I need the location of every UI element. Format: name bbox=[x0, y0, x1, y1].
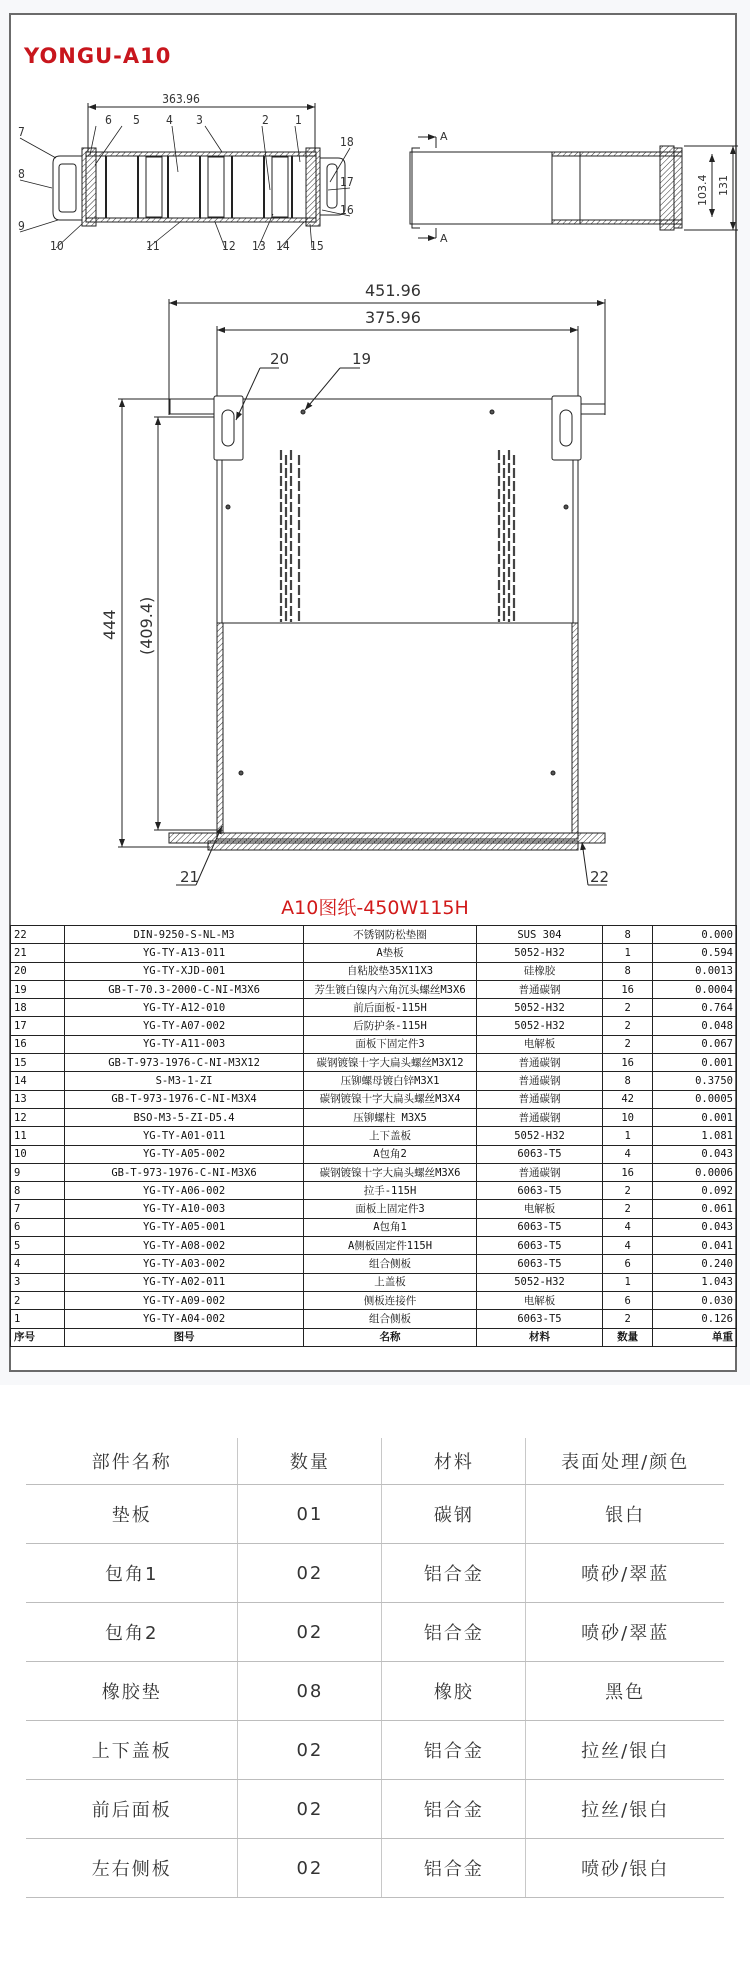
bom-cell-drawing-no: BSO-M3-5-ZI-D5.4 bbox=[64, 1108, 304, 1126]
svg-text:A: A bbox=[440, 130, 448, 143]
bom-cell-no: 21 bbox=[11, 944, 65, 962]
svg-text:20: 20 bbox=[270, 350, 290, 368]
bom-header-row bbox=[11, 1328, 737, 1346]
svg-text:444: 444 bbox=[100, 609, 119, 640]
bom-cell-no: 8 bbox=[11, 1182, 65, 1200]
bom-header-drawing-no: 图号 bbox=[64, 1328, 304, 1346]
bom-row bbox=[11, 926, 737, 944]
bom-cell-name: 不锈钢防松垫圈 bbox=[304, 926, 476, 944]
bom-cell-qty: 4 bbox=[603, 1218, 653, 1236]
bom-cell-unit-weight: 0.0004 bbox=[652, 980, 736, 998]
spec-cell-material: 铝合金 bbox=[382, 1839, 526, 1898]
spec-cell-part: 上下盖板 bbox=[26, 1721, 238, 1780]
bom-header-unit-weight: 单重 bbox=[652, 1328, 736, 1346]
bom-cell-no: 17 bbox=[11, 1017, 65, 1035]
bom-cell-no: 7 bbox=[11, 1200, 65, 1218]
bom-header-name: 名称 bbox=[304, 1328, 476, 1346]
bom-cell-qty: 2 bbox=[603, 1200, 653, 1218]
spec-cell-finish: 银白 bbox=[526, 1485, 724, 1544]
bom-cell-drawing-no: YG-TY-A01-011 bbox=[64, 1127, 304, 1145]
bom-cell-name: 上盖板 bbox=[304, 1273, 476, 1291]
svg-text:17: 17 bbox=[340, 175, 354, 189]
bom-cell-name: A侧板固定件115H bbox=[304, 1237, 476, 1255]
svg-text:7: 7 bbox=[18, 125, 25, 139]
spec-cell-qty: 02 bbox=[238, 1603, 382, 1662]
bom-cell-drawing-no: YG-TY-A02-011 bbox=[64, 1273, 304, 1291]
svg-text:5: 5 bbox=[133, 113, 140, 127]
spec-cell-part: 包角2 bbox=[26, 1603, 238, 1662]
bom-cell-unit-weight: 0.594 bbox=[652, 944, 736, 962]
spec-cell-material: 铝合金 bbox=[382, 1721, 526, 1780]
bom-cell-qty: 1 bbox=[603, 944, 653, 962]
bom-cell-unit-weight: 0.030 bbox=[652, 1291, 736, 1309]
spec-cell-qty: 01 bbox=[238, 1485, 382, 1544]
bom-cell-name: 碳钢镀镍十字大扁头螺丝M3X12 bbox=[304, 1054, 476, 1072]
bom-cell-qty: 16 bbox=[603, 1163, 653, 1181]
svg-text:451.96: 451.96 bbox=[365, 281, 421, 300]
bom-row bbox=[11, 1145, 737, 1163]
svg-text:363.96: 363.96 bbox=[162, 92, 200, 106]
bom-cell-no: 5 bbox=[11, 1237, 65, 1255]
bom-cell-drawing-no: YG-TY-A05-002 bbox=[64, 1145, 304, 1163]
bom-cell-name: 碳钢镀镍十字大扁头螺丝M3X6 bbox=[304, 1163, 476, 1181]
bom-cell-no: 3 bbox=[11, 1273, 65, 1291]
bom-cell-qty: 1 bbox=[603, 1127, 653, 1145]
bom-row bbox=[11, 1072, 737, 1090]
svg-text:13: 13 bbox=[252, 239, 266, 253]
spec-cell-part: 橡胶垫 bbox=[26, 1662, 238, 1721]
svg-text:4: 4 bbox=[166, 113, 173, 127]
bom-cell-qty: 4 bbox=[603, 1237, 653, 1255]
svg-text:2: 2 bbox=[262, 113, 269, 127]
bom-cell-name: 上下盖板 bbox=[304, 1127, 476, 1145]
bom-cell-qty: 6 bbox=[603, 1291, 653, 1309]
bom-cell-name: 碳钢镀镍十字大扁头螺丝M3X4 bbox=[304, 1090, 476, 1108]
bom-cell-drawing-no: GB-T-973-1976-C-NI-M3X4 bbox=[64, 1090, 304, 1108]
svg-text:1: 1 bbox=[295, 113, 302, 127]
bom-row bbox=[11, 1237, 737, 1255]
bom-cell-qty: 2 bbox=[603, 1035, 653, 1053]
bom-cell-name: 前后面板-115H bbox=[304, 999, 476, 1017]
bom-cell-qty: 8 bbox=[603, 926, 653, 944]
svg-text:16: 16 bbox=[340, 203, 354, 217]
bom-cell-material: SUS 304 bbox=[476, 926, 603, 944]
bom-cell-unit-weight: 1.081 bbox=[652, 1127, 736, 1145]
bom-cell-drawing-no: GB-T-973-1976-C-NI-M3X12 bbox=[64, 1054, 304, 1072]
bom-cell-unit-weight: 1.043 bbox=[652, 1273, 736, 1291]
spec-cell-qty: 02 bbox=[238, 1544, 382, 1603]
bom-cell-unit-weight: 0.043 bbox=[652, 1218, 736, 1236]
bom-cell-drawing-no: GB-T-70.3-2000-C-NI-M3X6 bbox=[64, 980, 304, 998]
drawing-title: A10图纸-450W115H bbox=[281, 897, 469, 919]
spec-cell-qty: 02 bbox=[238, 1839, 382, 1898]
bom-cell-qty: 2 bbox=[603, 1310, 653, 1328]
bom-cell-no: 2 bbox=[11, 1291, 65, 1309]
spec-row bbox=[26, 1544, 724, 1603]
bom-cell-qty: 6 bbox=[603, 1255, 653, 1273]
bom-cell-drawing-no: YG-TY-A10-003 bbox=[64, 1200, 304, 1218]
plan-view bbox=[118, 299, 610, 886]
bom-cell-unit-weight: 0.001 bbox=[652, 1108, 736, 1126]
bom-cell-drawing-no: YG-TY-A05-001 bbox=[64, 1218, 304, 1236]
svg-text:103.4: 103.4 bbox=[696, 174, 709, 206]
bom-cell-qty: 4 bbox=[603, 1145, 653, 1163]
bom-cell-no: 20 bbox=[11, 962, 65, 980]
bom-row bbox=[11, 999, 737, 1017]
spec-cell-material: 铝合金 bbox=[382, 1780, 526, 1839]
bom-row bbox=[11, 1273, 737, 1291]
svg-text:18: 18 bbox=[340, 135, 354, 149]
bom-cell-material: 电解板 bbox=[476, 1035, 603, 1053]
svg-text:22: 22 bbox=[590, 868, 610, 886]
bom-cell-name: 自粘胶垫35X11X3 bbox=[304, 962, 476, 980]
bom-row bbox=[11, 1182, 737, 1200]
spec-cell-material: 铝合金 bbox=[382, 1603, 526, 1662]
bom-cell-drawing-no: S-M3-1-ZI bbox=[64, 1072, 304, 1090]
spec-cell-finish: 喷砂/银白 bbox=[526, 1839, 724, 1898]
bom-cell-qty: 1 bbox=[603, 1273, 653, 1291]
bom-cell-no: 6 bbox=[11, 1218, 65, 1236]
bom-cell-name: 压铆螺母镀白锌M3X1 bbox=[304, 1072, 476, 1090]
bom-row bbox=[11, 1127, 737, 1145]
svg-text:6: 6 bbox=[105, 113, 112, 127]
bom-cell-qty: 8 bbox=[603, 962, 653, 980]
bom-cell-material: 普通碳钢 bbox=[476, 1163, 603, 1181]
bom-cell-unit-weight: 0.001 bbox=[652, 1054, 736, 1072]
bom-cell-material: 普通碳钢 bbox=[476, 1072, 603, 1090]
bom-cell-drawing-no: GB-T-973-1976-C-NI-M3X6 bbox=[64, 1163, 304, 1181]
bom-cell-name: 面板下固定件3 bbox=[304, 1035, 476, 1053]
spec-row bbox=[26, 1662, 724, 1721]
bom-cell-material: 5052-H32 bbox=[476, 1127, 603, 1145]
bom-cell-unit-weight: 0.764 bbox=[652, 999, 736, 1017]
bom-row bbox=[11, 962, 737, 980]
spec-row bbox=[26, 1780, 724, 1839]
bom-cell-name: A包角1 bbox=[304, 1218, 476, 1236]
bom-cell-material: 6063-T5 bbox=[476, 1218, 603, 1236]
svg-text:14: 14 bbox=[276, 239, 290, 253]
bom-cell-material: 6063-T5 bbox=[476, 1237, 603, 1255]
spec-cell-finish: 拉丝/银白 bbox=[526, 1780, 724, 1839]
spec-cell-finish: 喷砂/翠蓝 bbox=[526, 1544, 724, 1603]
svg-text:10: 10 bbox=[50, 239, 64, 253]
bom-row bbox=[11, 980, 737, 998]
bom-cell-drawing-no: DIN-9250-S-NL-M3 bbox=[64, 926, 304, 944]
bom-cell-material: 5052-H32 bbox=[476, 1273, 603, 1291]
bom-row bbox=[11, 1255, 737, 1273]
bom-header-material: 材料 bbox=[476, 1328, 603, 1346]
bom-cell-no: 22 bbox=[11, 926, 65, 944]
bom-row bbox=[11, 1163, 737, 1181]
bom-cell-drawing-no: YG-TY-A04-002 bbox=[64, 1310, 304, 1328]
spec-header-material: 材料 bbox=[382, 1438, 526, 1485]
bom-cell-no: 18 bbox=[11, 999, 65, 1017]
bom-cell-unit-weight: 0.240 bbox=[652, 1255, 736, 1273]
spec-row bbox=[26, 1721, 724, 1780]
bom-cell-no: 16 bbox=[11, 1035, 65, 1053]
spec-cell-part: 垫板 bbox=[26, 1485, 238, 1544]
bom-cell-no: 11 bbox=[11, 1127, 65, 1145]
spec-cell-part: 前后面板 bbox=[26, 1780, 238, 1839]
bom-cell-name: A包角2 bbox=[304, 1145, 476, 1163]
bom-cell-drawing-no: YG-TY-A11-003 bbox=[64, 1035, 304, 1053]
svg-text:19: 19 bbox=[352, 350, 372, 368]
brand-title: YONGU-A10 bbox=[24, 44, 172, 68]
bom-row bbox=[11, 1200, 737, 1218]
bom-cell-no: 9 bbox=[11, 1163, 65, 1181]
bom-cell-name: A垫板 bbox=[304, 944, 476, 962]
bom-cell-drawing-no: YG-TY-A12-010 bbox=[64, 999, 304, 1017]
bom-cell-material: 5052-H32 bbox=[476, 1017, 603, 1035]
svg-text:9: 9 bbox=[18, 219, 25, 233]
bom-cell-qty: 16 bbox=[603, 1054, 653, 1072]
bom-cell-no: 12 bbox=[11, 1108, 65, 1126]
bom-row bbox=[11, 1310, 737, 1328]
spec-cell-material: 橡胶 bbox=[382, 1662, 526, 1721]
bom-cell-unit-weight: 0.0006 bbox=[652, 1163, 736, 1181]
bom-row bbox=[11, 1054, 737, 1072]
spec-row bbox=[26, 1603, 724, 1662]
bom-cell-name: 面板上固定件3 bbox=[304, 1200, 476, 1218]
spec-header-part: 部件名称 bbox=[26, 1438, 238, 1485]
bom-cell-material: 电解板 bbox=[476, 1291, 603, 1309]
bom-header-no: 序号 bbox=[11, 1328, 65, 1346]
spec-cell-qty: 08 bbox=[238, 1662, 382, 1721]
bom-row bbox=[11, 1291, 737, 1309]
spec-header-row bbox=[26, 1438, 724, 1485]
spec-cell-finish: 黑色 bbox=[526, 1662, 724, 1721]
bom-cell-name: 侧板连接件 bbox=[304, 1291, 476, 1309]
spec-header-qty: 数量 bbox=[238, 1438, 382, 1485]
bom-cell-qty: 8 bbox=[603, 1072, 653, 1090]
bom-cell-qty: 10 bbox=[603, 1108, 653, 1126]
bom-cell-unit-weight: 0.3750 bbox=[652, 1072, 736, 1090]
svg-text:12: 12 bbox=[222, 239, 236, 253]
bom-cell-material: 5052-H32 bbox=[476, 944, 603, 962]
spec-cell-finish: 喷砂/翠蓝 bbox=[526, 1603, 724, 1662]
spec-cell-material: 铝合金 bbox=[382, 1544, 526, 1603]
bom-cell-unit-weight: 0.126 bbox=[652, 1310, 736, 1328]
bom-cell-qty: 2 bbox=[603, 1182, 653, 1200]
bom-cell-material: 硅橡胶 bbox=[476, 962, 603, 980]
side-section-view bbox=[410, 137, 738, 238]
bom-cell-material: 6063-T5 bbox=[476, 1145, 603, 1163]
bom-cell-no: 15 bbox=[11, 1054, 65, 1072]
bom-cell-unit-weight: 0.067 bbox=[652, 1035, 736, 1053]
bom-cell-unit-weight: 0.092 bbox=[652, 1182, 736, 1200]
bom-cell-no: 4 bbox=[11, 1255, 65, 1273]
bom-cell-drawing-no: YG-TY-XJD-001 bbox=[64, 962, 304, 980]
bom-cell-no: 13 bbox=[11, 1090, 65, 1108]
spec-row bbox=[26, 1485, 724, 1544]
bom-cell-unit-weight: 0.043 bbox=[652, 1145, 736, 1163]
bom-cell-drawing-no: YG-TY-A09-002 bbox=[64, 1291, 304, 1309]
svg-text:131: 131 bbox=[717, 175, 730, 196]
bom-header-qty: 数量 bbox=[603, 1328, 653, 1346]
bom-cell-drawing-no: YG-TY-A08-002 bbox=[64, 1237, 304, 1255]
spec-cell-qty: 02 bbox=[238, 1721, 382, 1780]
bom-cell-no: 10 bbox=[11, 1145, 65, 1163]
component-spec-table bbox=[26, 1438, 724, 1898]
svg-text:15: 15 bbox=[310, 239, 324, 253]
bom-cell-name: 组合侧板 bbox=[304, 1310, 476, 1328]
bom-cell-material: 5052-H32 bbox=[476, 999, 603, 1017]
technical-drawing bbox=[0, 0, 750, 925]
spec-cell-part: 包角1 bbox=[26, 1544, 238, 1603]
bom-cell-material: 普通碳钢 bbox=[476, 1090, 603, 1108]
bom-cell-unit-weight: 0.000 bbox=[652, 926, 736, 944]
bom-cell-qty: 42 bbox=[603, 1090, 653, 1108]
bom-cell-no: 1 bbox=[11, 1310, 65, 1328]
bom-row bbox=[11, 1017, 737, 1035]
bom-cell-material: 6063-T5 bbox=[476, 1255, 603, 1273]
bom-cell-drawing-no: YG-TY-A13-011 bbox=[64, 944, 304, 962]
bom-row bbox=[11, 944, 737, 962]
bom-cell-unit-weight: 0.0005 bbox=[652, 1090, 736, 1108]
bom-row bbox=[11, 1108, 737, 1126]
bom-cell-unit-weight: 0.048 bbox=[652, 1017, 736, 1035]
bom-row bbox=[11, 1035, 737, 1053]
bom-cell-name: 组合侧板 bbox=[304, 1255, 476, 1273]
bom-cell-name: 后防护条-115H bbox=[304, 1017, 476, 1035]
bom-cell-drawing-no: YG-TY-A03-002 bbox=[64, 1255, 304, 1273]
svg-text:(409.4): (409.4) bbox=[137, 596, 156, 655]
bom-row bbox=[11, 1218, 737, 1236]
bill-of-materials-table bbox=[10, 925, 737, 1347]
bom-cell-qty: 2 bbox=[603, 1017, 653, 1035]
bom-cell-no: 19 bbox=[11, 980, 65, 998]
bom-cell-no: 14 bbox=[11, 1072, 65, 1090]
svg-text:11: 11 bbox=[146, 239, 160, 253]
bom-row bbox=[11, 1090, 737, 1108]
spec-cell-part: 左右侧板 bbox=[26, 1839, 238, 1898]
bom-cell-name: 压铆螺柱 M3X5 bbox=[304, 1108, 476, 1126]
svg-text:8: 8 bbox=[18, 167, 25, 181]
spec-row bbox=[26, 1839, 724, 1898]
bom-cell-unit-weight: 0.041 bbox=[652, 1237, 736, 1255]
bom-cell-qty: 2 bbox=[603, 999, 653, 1017]
svg-text:375.96: 375.96 bbox=[365, 308, 421, 327]
spec-cell-finish: 拉丝/银白 bbox=[526, 1721, 724, 1780]
svg-text:3: 3 bbox=[196, 113, 203, 127]
bom-cell-unit-weight: 0.0013 bbox=[652, 962, 736, 980]
spec-cell-qty: 02 bbox=[238, 1780, 382, 1839]
bom-cell-qty: 16 bbox=[603, 980, 653, 998]
bom-cell-material: 6063-T5 bbox=[476, 1310, 603, 1328]
bom-cell-material: 普通碳钢 bbox=[476, 980, 603, 998]
bom-cell-name: 芳生镀白镍内六角沉头螺丝M3X6 bbox=[304, 980, 476, 998]
bom-cell-drawing-no: YG-TY-A07-002 bbox=[64, 1017, 304, 1035]
spec-header-finish: 表面处理/颜色 bbox=[526, 1438, 724, 1485]
bom-cell-name: 拉手-115H bbox=[304, 1182, 476, 1200]
bom-cell-material: 普通碳钢 bbox=[476, 1054, 603, 1072]
bom-cell-unit-weight: 0.061 bbox=[652, 1200, 736, 1218]
svg-text:A: A bbox=[440, 232, 448, 245]
svg-text:21: 21 bbox=[180, 868, 200, 886]
bom-cell-material: 电解板 bbox=[476, 1200, 603, 1218]
bom-cell-material: 6063-T5 bbox=[476, 1182, 603, 1200]
bom-cell-material: 普通碳钢 bbox=[476, 1108, 603, 1126]
spec-cell-material: 碳钢 bbox=[382, 1485, 526, 1544]
bom-cell-drawing-no: YG-TY-A06-002 bbox=[64, 1182, 304, 1200]
